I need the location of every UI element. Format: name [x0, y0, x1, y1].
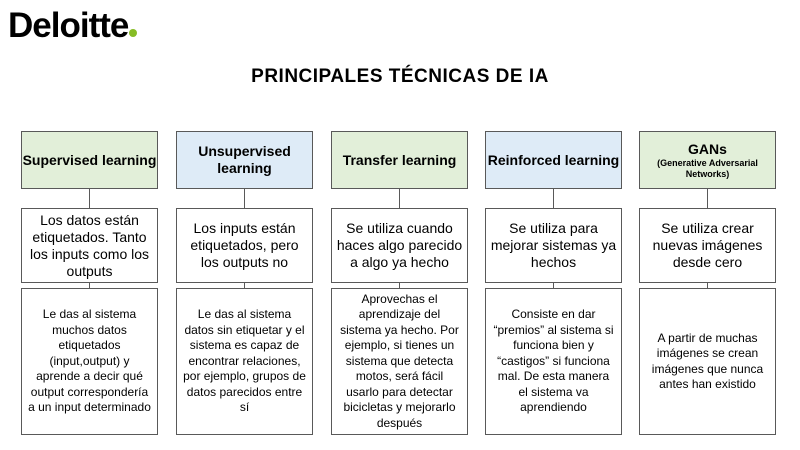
technique-detail: Consiste en dar “premios” al sistema si funciona bien y “castigos” si funciona mal. De esta manera el sistema va aprendiendo	[493, 307, 614, 415]
technique-summary-box	[639, 208, 776, 283]
column-transfer-learning	[331, 131, 468, 435]
technique-header	[485, 131, 622, 189]
technique-summary-box	[176, 208, 313, 283]
connector-line	[553, 189, 554, 208]
technique-summary-box	[485, 208, 622, 283]
technique-header	[331, 131, 468, 189]
deloitte-logo: Deloitte	[8, 6, 137, 46]
technique-detail-box	[21, 288, 158, 435]
technique-summary: Se utiliza para mejorar sistemas ya hechos	[490, 220, 617, 270]
technique-subtitle: (Generative Adversarial Networks)	[657, 157, 758, 179]
connector-line	[89, 189, 90, 208]
technique-detail: Le das al sistema datos sin etiquetar y el sistema es capaz de encontrar relaciones, por ejemplo, grupos de datos parecidos entre sí	[183, 307, 306, 415]
technique-summary: Los inputs están etiquetados, pero los outputs no	[190, 220, 299, 270]
technique-name: Unsupervised learning	[198, 143, 291, 176]
technique-summary: Se utiliza crear nuevas imágenes desde cero	[652, 220, 763, 270]
technique-detail-box	[331, 288, 468, 435]
technique-name: Transfer learning	[342, 151, 457, 168]
connector-line	[707, 189, 708, 208]
technique-detail-box	[639, 288, 776, 435]
technique-summary-box	[331, 208, 468, 283]
technique-header	[176, 131, 313, 189]
technique-header	[639, 131, 776, 189]
logo-dot	[129, 29, 137, 37]
technique-name: GANs	[688, 140, 727, 157]
technique-summary: Se utiliza cuando haces algo parecido a algo ya hecho	[336, 220, 463, 270]
technique-detail: Aprovechas el aprendizaje del sistema ya hecho. Por ejemplo, si tienes un sistema que detecta motos, será fácil usarlo para detectar bicicletas y mejorarlo después	[340, 291, 459, 430]
technique-summary-box	[21, 208, 158, 283]
technique-name: Reinforced learning	[487, 151, 620, 168]
technique-detail-box	[485, 288, 622, 435]
column-reinforced-learning	[485, 131, 622, 435]
page-title: PRINCIPALES TÉCNICAS DE IA	[251, 66, 549, 87]
technique-name: Supervised learning	[22, 151, 157, 168]
technique-header	[21, 131, 158, 189]
column-gans	[639, 131, 776, 435]
technique-detail-box	[176, 288, 313, 435]
technique-detail: A partir de muchas imágenes se crean imágenes que nunca antes han existido	[651, 330, 764, 391]
column-supervised-learning	[21, 131, 158, 435]
technique-detail: Le das al sistema muchos datos etiquetados (input,output) y aprende a decir qué output correspondería a un input determinado	[28, 307, 151, 415]
technique-summary: Los datos están etiquetados. Tanto los inputs como los outputs	[29, 211, 150, 279]
connector-line	[399, 189, 400, 208]
column-unsupervised-learning	[176, 131, 313, 435]
connector-line	[244, 189, 245, 208]
